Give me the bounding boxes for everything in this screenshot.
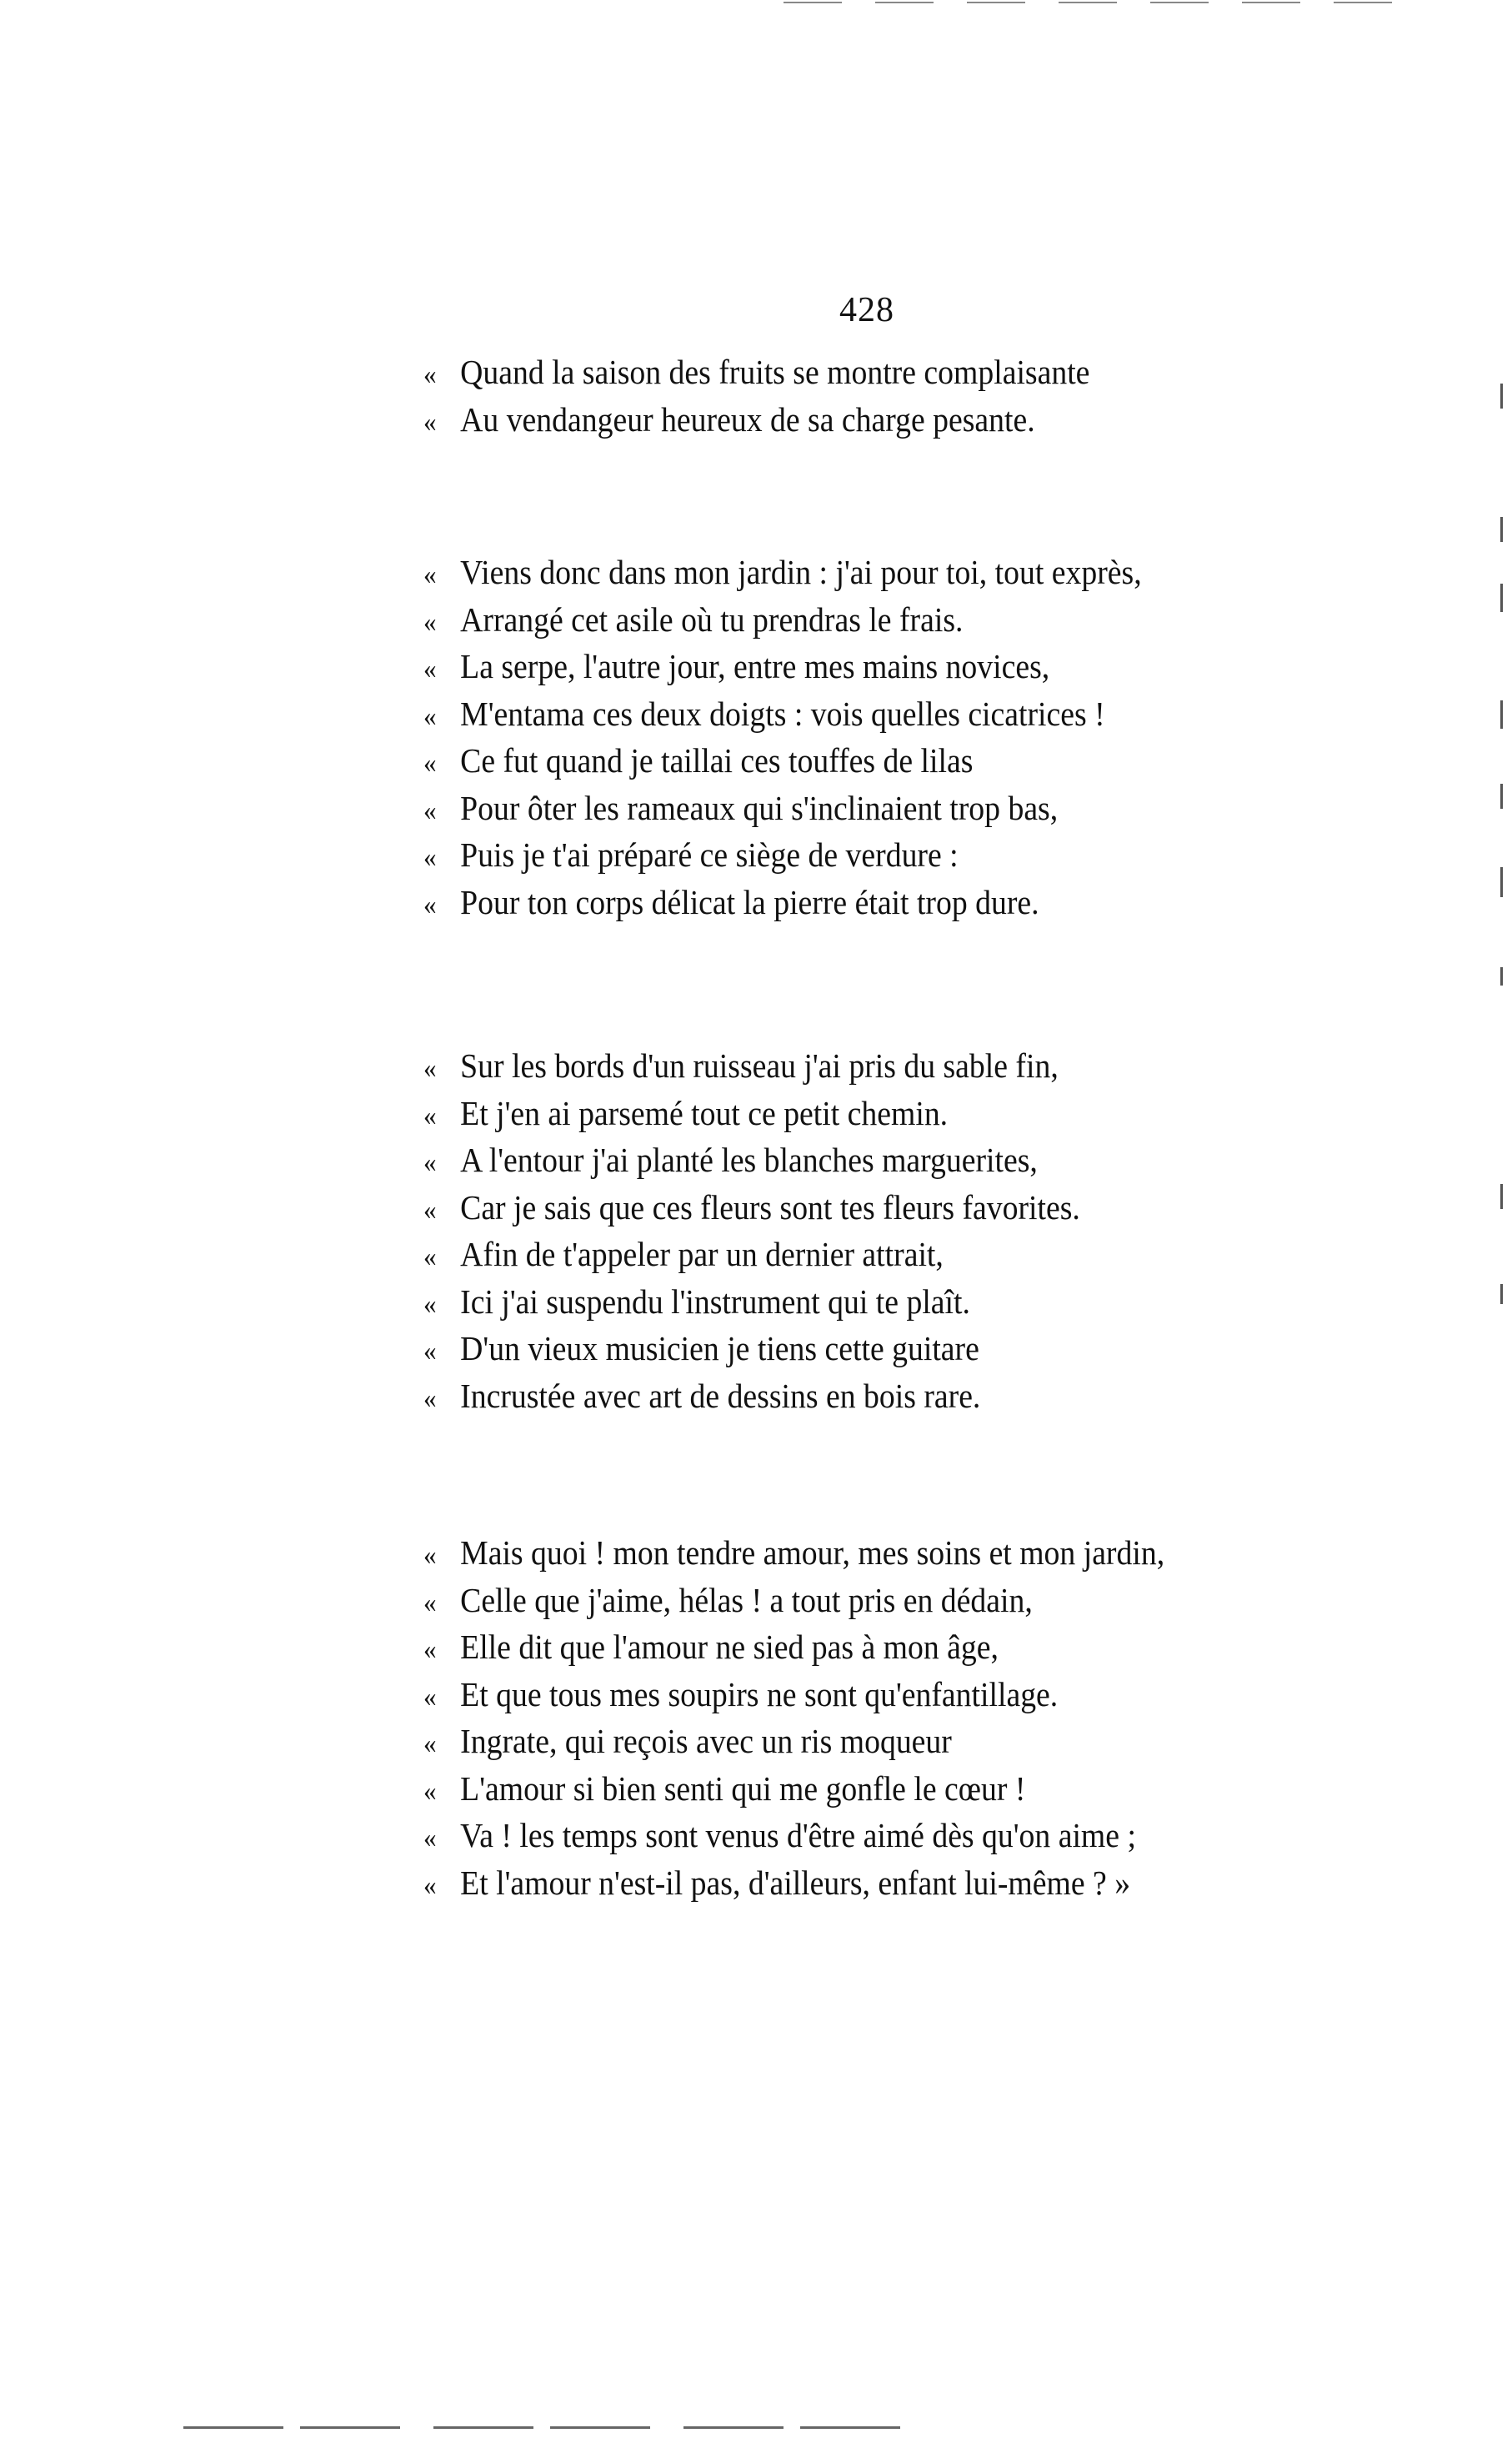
verse-line	[423, 643, 1305, 690]
opening-quote: «	[423, 1869, 437, 1901]
verse-text: Ici j'ai suspendu l'instrument qui te plaît.	[460, 1282, 970, 1321]
opening-quote: «	[423, 795, 437, 826]
scan-top-edge	[784, 2, 1417, 3]
verse-line	[423, 1278, 1305, 1326]
verse-line	[423, 737, 1305, 785]
opening-quote: «	[423, 1336, 437, 1367]
verse-line	[423, 690, 1305, 738]
verse-line	[423, 831, 1305, 879]
verse-line	[423, 879, 1305, 926]
opening-quote: «	[423, 1728, 437, 1759]
verse-line	[423, 349, 1305, 396]
page-number: 428	[839, 291, 894, 329]
verse-line	[423, 1090, 1305, 1137]
stanza-3	[423, 1042, 1382, 1419]
opening-quote: «	[423, 1823, 437, 1854]
verse-text: Va ! les temps sont venus d'être aimé dès qu'on aime ;	[460, 1816, 1136, 1854]
opening-quote: «	[423, 1194, 437, 1226]
verse-line	[423, 1136, 1305, 1184]
verse-text: Mais quoi ! mon tendre amour, mes soins et mon jardin,	[460, 1533, 1165, 1572]
verse-text: M'entama ces deux doigts : vois quelles cicatrices !	[460, 694, 1105, 733]
verse-text: Viens donc dans mon jardin : j'ai pour toi, tout exprès,	[460, 553, 1142, 591]
verse-text: A l'entour j'ai planté les blanches marguerites,	[460, 1141, 1038, 1179]
opening-quote: «	[423, 889, 437, 921]
verse-text: Ingrate, qui reçois avec un ris moqueur	[460, 1722, 952, 1760]
verse-line	[423, 1325, 1305, 1372]
verse-text: La serpe, l'autre jour, entre mes mains novices,	[460, 647, 1050, 685]
opening-quote: «	[423, 606, 437, 638]
opening-quote: «	[423, 1775, 437, 1807]
stanza-4	[423, 1529, 1382, 1906]
verse-text: Puis je t'ai préparé ce siège de verdure :	[460, 835, 959, 874]
opening-quote: «	[423, 1587, 437, 1618]
opening-quote: «	[423, 1681, 437, 1713]
opening-quote: «	[423, 1540, 437, 1571]
verse-text: Au vendangeur heureux de sa charge pesante.	[460, 399, 1035, 439]
verse-line	[423, 396, 1305, 444]
verse-text: Et l'amour n'est-il pas, d'ailleurs, enfant lui-même ? »	[460, 1863, 1131, 1902]
opening-quote: «	[423, 700, 437, 732]
verse-line	[423, 1765, 1305, 1813]
verse-text: Celle que j'aime, hélas ! a tout pris en dédain,	[460, 1580, 1033, 1619]
opening-quote: «	[423, 1634, 437, 1665]
verse-text: Sur les bords d'un ruisseau j'ai pris du sable fin,	[460, 1046, 1059, 1085]
verse-line	[423, 1859, 1305, 1907]
verse-text: Quand la saison des fruits se montre complaisante	[460, 353, 1090, 391]
verse-text: L'amour si bien senti qui me gonfle le cœur !	[460, 1768, 1026, 1808]
verse-text: Pour ôter les rameaux qui s'inclinaient trop bas,	[460, 788, 1059, 827]
verse-text: Pour ton corps délicat la pierre était trop dure.	[460, 882, 1039, 921]
opening-quote: «	[423, 359, 437, 390]
verse-line	[423, 1671, 1305, 1718]
verse-text: Incrustée avec art de dessins en bois rare.	[460, 1376, 981, 1415]
verse-text: Ce fut quand je taillai ces touffes de lilas	[460, 741, 974, 780]
stanza-2	[423, 549, 1382, 926]
verse-text: Elle dit que l'amour ne sied pas à mon âge,	[460, 1628, 999, 1666]
opening-quote: «	[423, 559, 437, 590]
verse-line	[423, 1812, 1305, 1859]
verse-line	[423, 1718, 1305, 1765]
verse-text: D'un vieux musicien je tiens cette guitare	[460, 1329, 979, 1367]
opening-quote: «	[423, 406, 437, 438]
scan-right-edge-marks	[1500, 367, 1505, 1534]
opening-quote: «	[423, 1053, 437, 1084]
verse-line	[423, 785, 1305, 832]
verse-text: Et que tous mes soupirs ne sont qu'enfantillage.	[460, 1674, 1059, 1713]
scan-bottom-edge	[183, 2426, 934, 2429]
opening-quote: «	[423, 1100, 437, 1131]
verse-line	[423, 1623, 1305, 1671]
verse-line	[423, 1372, 1305, 1420]
stanza-1	[423, 349, 1382, 443]
verse-text: Car je sais que ces fleurs sont tes fleurs favorites.	[460, 1187, 1080, 1227]
verse-line	[423, 1231, 1305, 1278]
verse-line	[423, 1042, 1305, 1090]
opening-quote: «	[423, 654, 437, 685]
verse-line	[423, 1529, 1305, 1577]
verse-line	[423, 1577, 1305, 1624]
verse-text: Afin de t'appeler par un dernier attrait,	[460, 1235, 944, 1273]
opening-quote: «	[423, 1147, 437, 1178]
verse-text: Et j'en ai parsemé tout ce petit chemin.	[460, 1093, 949, 1132]
verse-line	[423, 549, 1305, 596]
verse-line	[423, 1184, 1305, 1232]
opening-quote: «	[423, 1288, 437, 1320]
opening-quote: «	[423, 1382, 437, 1414]
verse-line	[423, 596, 1305, 644]
verse-text: Arrangé cet asile où tu prendras le frais.	[460, 599, 964, 639]
opening-quote: «	[423, 748, 437, 779]
opening-quote: «	[423, 842, 437, 873]
opening-quote: «	[423, 1242, 437, 1272]
